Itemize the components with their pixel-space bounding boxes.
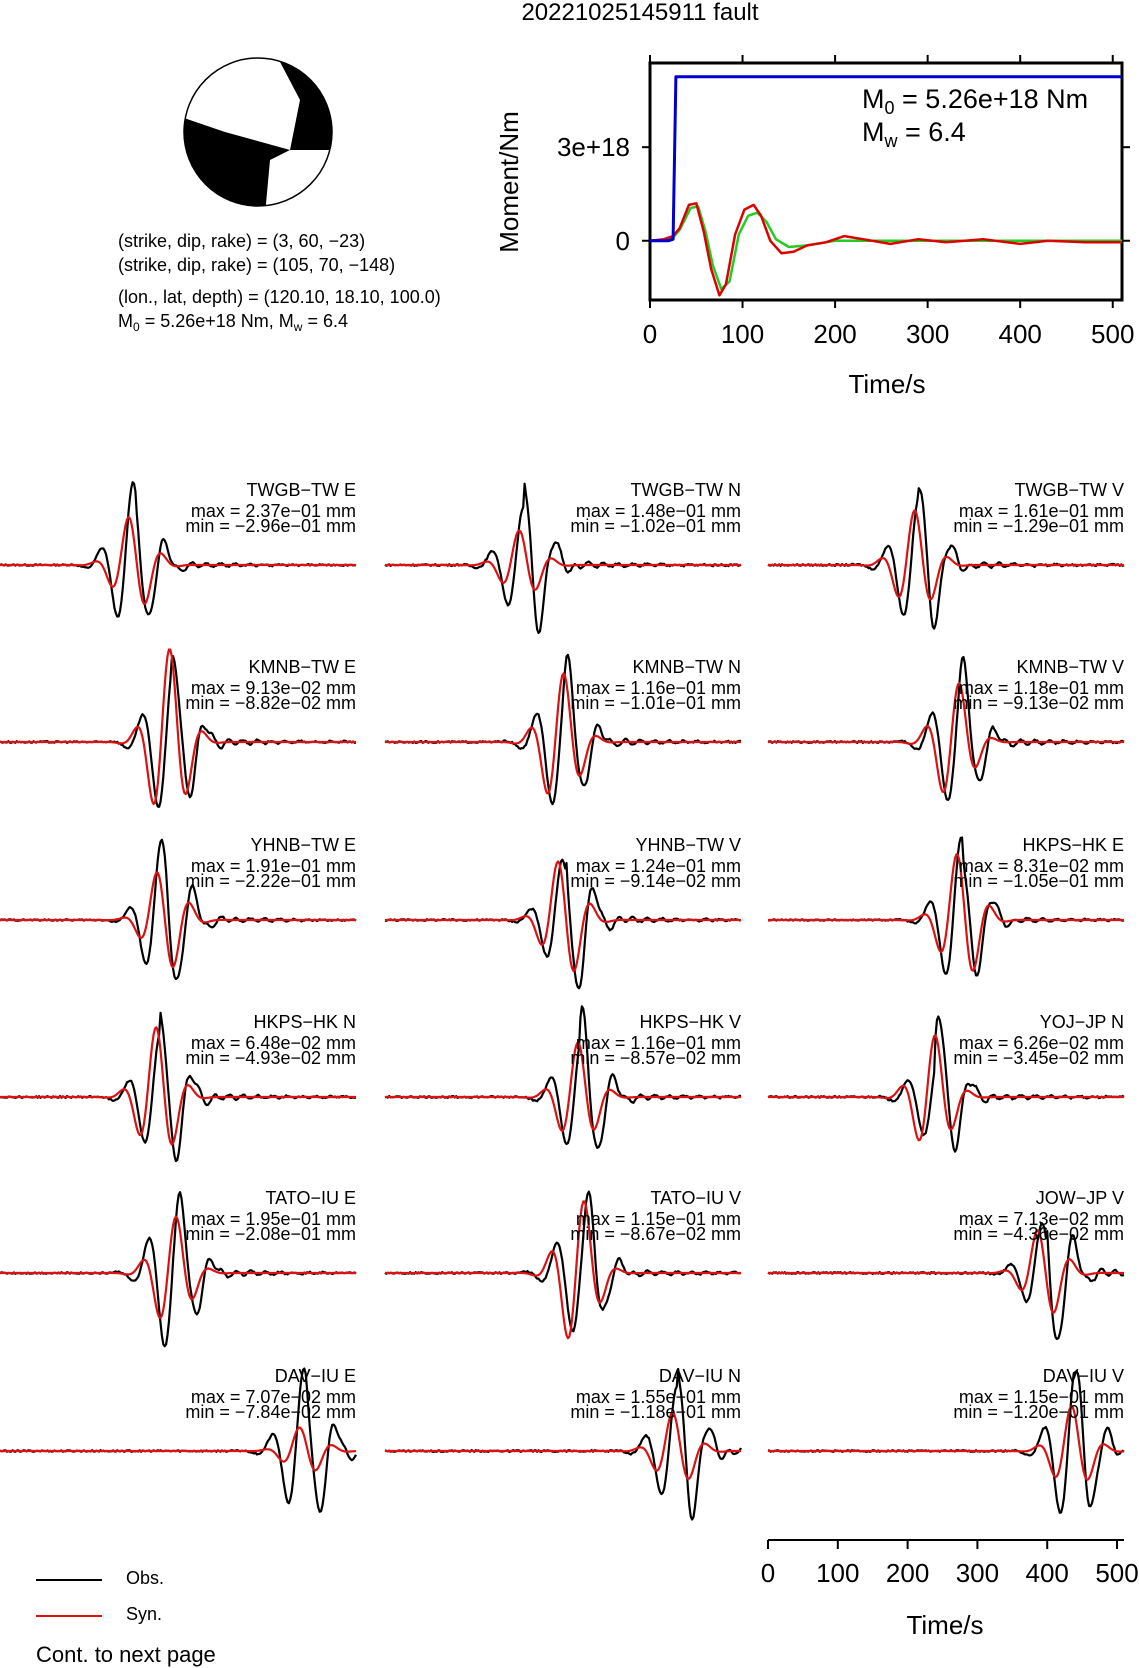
m0-value: 5.26e+18 Nm [160,311,269,331]
waveform-panel [385,655,741,804]
station-label: DAV−IU E [274,1366,356,1386]
max-amplitude: max = 1.95e−01 mm [190,1209,356,1229]
time-axis-tick-label: 300 [955,1558,1000,1588]
min-amplitude: min = −1.29e−01 mm [953,516,1124,536]
min-amplitude: min = −2.96e−01 mm [185,516,356,536]
synthetic-trace [0,1428,356,1471]
station-label: TATO−IU V [650,1188,741,1208]
station-label: TWGB−TW V [1014,480,1124,500]
waveform-panel [768,835,1124,975]
station-label: DAV−IU N [658,1366,741,1386]
max-amplitude: max = 1.91e−01 mm [190,856,356,876]
station-label: KMNB−TW E [248,657,356,677]
waveform-panel [768,657,1124,800]
waveform-panel [0,1012,356,1161]
moment-xtick-label: 200 [813,319,857,349]
moment-m0-annotation: $M_0 = 5.26e+18$ Nm [862,84,1089,118]
min-amplitude: min = −4.36e−02 mm [953,1224,1124,1244]
moment-xlabel: Time/s [848,369,926,399]
min-amplitude: min = −1.01e−01 mm [570,693,741,713]
moment-ylabel: Moment/Nm [494,111,524,253]
waveform-time-axis [761,1540,1139,1588]
moment-ytick-label: 0 [615,225,630,256]
min-amplitude: min = −2.22e−01 mm [185,871,356,891]
legend-obs-line [36,1579,102,1581]
waveform-panel [385,835,741,988]
max-amplitude: max = 1.24e−01 mm [575,856,741,876]
waveform-panel [0,1188,356,1346]
figure-title: 20221025145911 fault [521,0,759,26]
legend-obs-label: Obs. [126,1568,165,1588]
station-label: JOW−JP V [1035,1188,1124,1208]
waveform-xlabel: Time/s [906,1610,984,1640]
station-label: KMNB−TW N [632,657,741,677]
moment-series-moment-rate [650,203,1122,295]
min-amplitude: min = −3.45e−02 mm [953,1048,1124,1068]
max-amplitude: max = 1.16e−01 mm [575,1033,741,1053]
moment-xtick-label: 100 [720,319,765,349]
max-amplitude: max = 6.48e−02 mm [190,1033,356,1053]
waveform-panel [768,1366,1124,1513]
time-axis-tick-label: 100 [816,1558,860,1588]
mw-value: 6.4 [322,311,348,331]
moment-magnitude-line: $M_0 = 5.26e+18$ Nm, $M_w = 6.4$ [118,311,348,334]
station-label: YHNB−TW E [250,835,356,855]
source-location: (lon., lat, depth) = (120.10, 18.10, 100.0) [118,287,441,307]
waveform-panel [0,1366,356,1512]
waveform-panel [385,1366,741,1520]
moment-xtick-label: 0 [642,319,658,349]
station-label: KMNB−TW V [1016,657,1124,677]
station-label: YHNB−TW V [635,835,741,855]
time-axis-tick-label: 500 [1095,1558,1139,1588]
legend [30,1560,230,1667]
max-amplitude: max = 1.16e−01 mm [575,678,741,698]
min-amplitude: min = −8.67e−02 mm [570,1224,741,1244]
waveform-grid [0,480,1124,1520]
max-amplitude: max = 1.18e−01 mm [958,678,1124,698]
max-amplitude: max = 6.26e−02 mm [958,1033,1124,1053]
moment-mw-annotation: $M_w = 6.4$ [862,117,966,151]
continuation-note: Cont. to next page [36,1642,216,1667]
max-amplitude: max = 1.48e−01 mm [575,501,741,521]
min-amplitude: min = −7.84e−02 mm [185,1402,356,1422]
max-amplitude: max = 2.37e−01 mm [190,501,356,521]
min-amplitude: min = −1.05e−01 mm [953,871,1124,891]
waveform-panel [768,1188,1124,1339]
moment-m0-label: = 5.26e+18 Nm [902,84,1089,114]
station-label: DAV−IU V [1042,1366,1124,1386]
time-axis-tick-label: 400 [1025,1558,1069,1588]
max-amplitude: max = 7.07e−02 mm [190,1387,356,1407]
nodal-plane-1: (strike, dip, rake) = (3, 60, −23) [118,231,366,251]
moment-xtick-label: 400 [998,319,1042,349]
max-amplitude: max = 1.15e−01 mm [575,1209,741,1229]
min-amplitude: min = −1.20e−01 mm [953,1402,1124,1422]
min-amplitude: min = −8.82e−02 mm [185,693,356,713]
time-axis-tick-label: 200 [885,1558,930,1588]
beachball-icon [170,40,340,215]
moment-function-plot [494,55,1134,399]
min-amplitude: min = −9.13e−02 mm [953,693,1124,713]
max-amplitude: max = 1.61e−01 mm [958,501,1124,521]
waveform-panel [768,1012,1124,1152]
station-label: HKPS−HK V [639,1012,741,1032]
min-amplitude: min = −9.14e−02 mm [570,871,741,891]
time-axis-tick-label: 0 [760,1558,776,1588]
min-amplitude: min = −4.93e−02 mm [185,1048,356,1068]
waveform-panel [385,1006,741,1148]
min-amplitude: min = −1.18e−01 mm [570,1402,741,1422]
moment-xtick-label: 500 [1091,319,1135,349]
max-amplitude: max = 8.31e−02 mm [958,856,1124,876]
station-label: HKPS−HK N [253,1012,356,1032]
waveform-panel [385,480,741,633]
waveform-panel [0,480,356,617]
moment-xtick-label: 300 [905,319,950,349]
moment-mw-label: = 6.4 [905,117,966,147]
waveform-panel [0,650,356,807]
waveform-panel [385,1188,741,1338]
nodal-plane-2: (strike, dip, rake) = (105, 70, −148) [118,255,396,275]
moment-series-moment-rate-smoothed- [650,206,1122,289]
max-amplitude: max = 9.13e−02 mm [190,678,356,698]
station-label: TWGB−TW E [246,480,356,500]
waveform-panel [0,835,356,979]
moment-ytick-label: 3e+18 [556,132,630,163]
min-amplitude: min = −2.08e−01 mm [185,1224,356,1244]
max-amplitude: max = 1.15e−01 mm [958,1387,1124,1407]
max-amplitude: max = 1.55e−01 mm [575,1387,741,1407]
max-amplitude: max = 7.13e−02 mm [958,1209,1124,1229]
station-label: TATO−IU E [265,1188,356,1208]
min-amplitude: min = −1.02e−01 mm [570,516,741,536]
station-label: TWGB−TW N [630,480,741,500]
station-label: HKPS−HK E [1022,835,1124,855]
min-amplitude: min = −8.57e−02 mm [570,1048,741,1068]
legend-syn-line [36,1615,102,1617]
legend-syn-label: Syn. [126,1604,163,1624]
station-label: YOJ−JP N [1039,1012,1124,1032]
waveform-panel [768,480,1124,629]
